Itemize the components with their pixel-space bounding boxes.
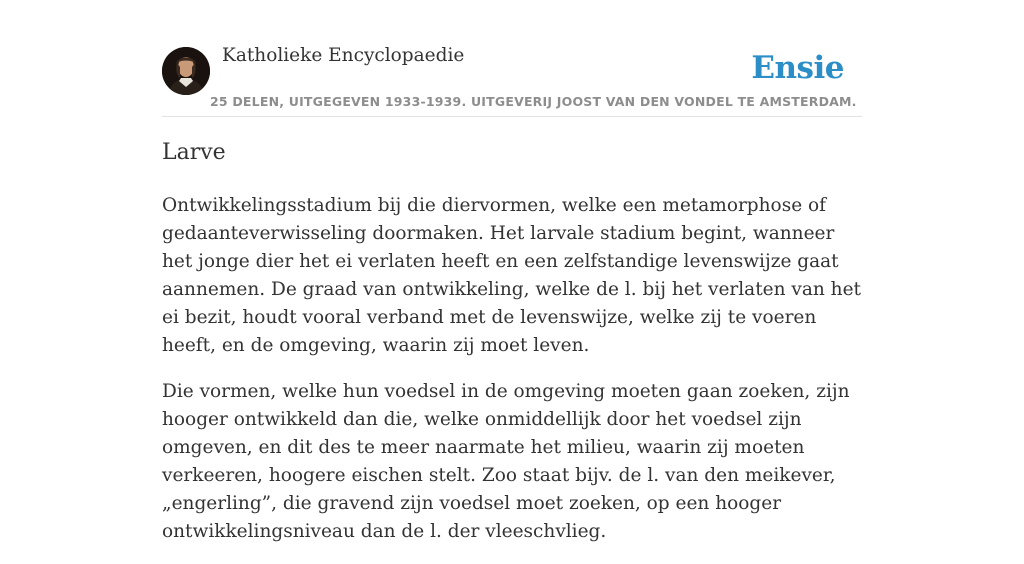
page	[162, 0, 862, 542]
source-meta: 25 DELEN, UITGEGEVEN 1933-1939. UITGEVERIJ JOOST VAN DEN VONDEL TE AMSTERDAM.	[210, 94, 857, 109]
brand-logo[interactable]: Ensie	[751, 50, 844, 86]
article-title: Larve	[162, 140, 226, 165]
source-header	[162, 0, 862, 117]
portrait-avatar-icon[interactable]	[162, 47, 210, 95]
source-title[interactable]: Katholieke Encyclopaedie	[222, 45, 465, 66]
article-paragraph: Ontwikkelingsstadium bij die diervormen, welke een metamorphose of gedaanteverwisseling doormaken. Het larvale stadium begint, wanneer het jonge dier het ei verlaten heeft en een zelfstandige levenswijze gaat aannemen. De graad van ontwikkeling, welke de l. bij het verlaten van het ei bezit, houdt vooral verband met de levenswijze, welke zij te voeren heeft, en de omgeving, waarin zij moet leven.	[162, 195, 861, 356]
article-body	[162, 192, 867, 564]
article-paragraph: Die vormen, welke hun voedsel in de omgeving moeten gaan zoeken, zijn hooger ontwikkeld dan die, welke onmiddellijk door het voedsel zijn omgeven, en dit des te meer naarmate het milieu, waarin zij moeten verkeeren, hoogere eischen stelt. Zoo staat bijv. de l. van den meikever, „engerling”, die gravend zijn voedsel moet zoeken, op een hooger ontwikkelingsniveau dan de l. der vleeschvlieg.	[162, 381, 850, 542]
